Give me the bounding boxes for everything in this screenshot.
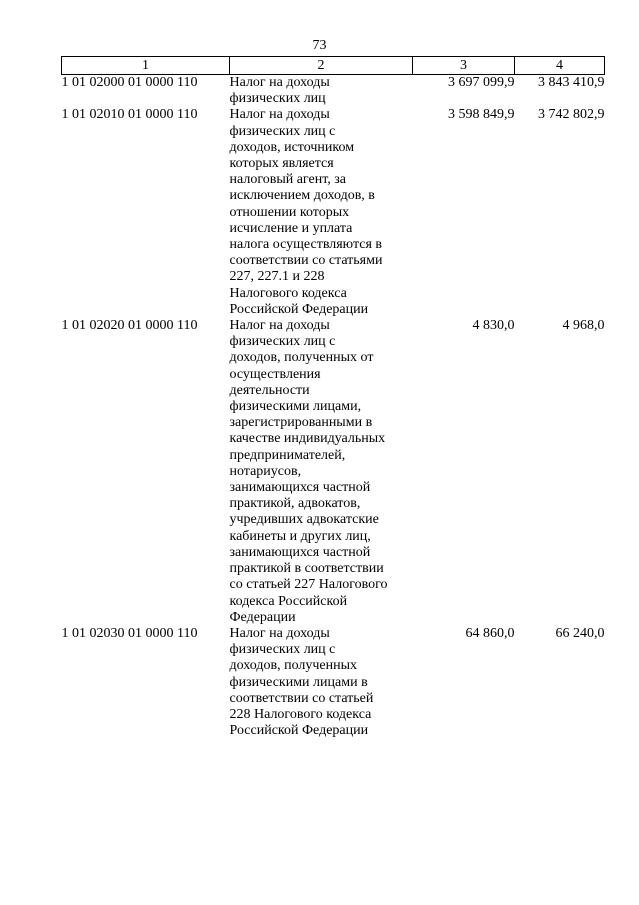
row-name-line: осуществления <box>229 366 321 382</box>
row-name-line: налоговый агент, за <box>229 172 347 188</box>
row-name-line: Федерации <box>229 609 296 625</box>
row-name <box>230 107 413 318</box>
row-name-line: практикой, адвокатов, <box>229 496 361 512</box>
page-number: 73 <box>312 38 327 53</box>
row-name-line: деятельности <box>229 382 310 398</box>
header-col-3: 3 <box>413 57 515 75</box>
row-value-col-3: 3 697 099,9 <box>448 75 515 90</box>
row-name-line: зарегистрированными в <box>229 415 373 431</box>
row-name-line: кабинеты и других лиц, <box>229 528 371 544</box>
budget-table <box>61 56 605 739</box>
row-name-line: исчисление и уплата <box>229 220 353 236</box>
row-name-line: доходов, полученных <box>229 658 358 674</box>
row-code: 1 01 02000 01 0000 110 <box>61 75 198 90</box>
table-body <box>62 75 605 740</box>
row-name-line: занимающихся частной <box>229 480 371 496</box>
row-name-line: учредивших адвокатские <box>229 512 379 528</box>
row-name-line: нотариусов, <box>229 463 302 479</box>
row-name-line: Налог на доходы <box>229 625 330 641</box>
row-value-col-3: 4 830,0 <box>472 318 515 334</box>
row-name-line: практикой в соответствии <box>229 561 384 577</box>
header-row <box>62 57 605 75</box>
row-name-line: со статьей 227 Налогового <box>229 577 388 593</box>
row-name-line: занимающихся частной <box>229 544 371 560</box>
row-name-line: физических лиц <box>229 91 326 107</box>
row-name-line: Российской Федерации <box>229 723 369 739</box>
row-code: 1 01 02020 01 0000 110 <box>61 318 198 334</box>
row-name-line: доходов, источником <box>229 139 355 155</box>
row-value-col-4: 3 742 802,9 <box>538 107 605 123</box>
row-name <box>230 75 413 108</box>
row-name-line: кодекса Российской <box>229 593 348 609</box>
row-value-col-4: 4 968,0 <box>562 318 605 334</box>
row-code: 1 01 02030 01 0000 110 <box>61 625 198 641</box>
table-row <box>62 626 605 739</box>
row-name-line: соответствии со статьей <box>229 690 374 706</box>
row-value-col-3: 64 860,0 <box>465 625 515 641</box>
header-col-4: 4 <box>515 57 605 75</box>
row-name-line: налога осуществляются в <box>229 237 383 253</box>
table-row <box>62 75 605 108</box>
row-name-line: физическими лицами, <box>229 399 362 415</box>
row-name-line: качестве индивидуальных <box>229 431 386 447</box>
row-name <box>230 626 413 739</box>
row-value-col-3: 3 598 849,9 <box>448 107 515 123</box>
row-name-line: 228 Налогового кодекса <box>229 706 372 722</box>
header-col-1: 1 <box>62 57 230 75</box>
row-name-line: 227, 227.1 и 228 <box>229 269 325 285</box>
row-name-line: Налог на доходы <box>229 75 330 90</box>
row-name-line: Налогового кодекса <box>229 285 347 301</box>
row-name-line: доходов, полученных от <box>229 350 374 366</box>
row-value-col-4: 66 240,0 <box>555 625 605 641</box>
row-name-line: которых является <box>229 156 334 172</box>
row-name-line: соответствии со статьями <box>229 253 383 269</box>
row-name-line: Российской Федерации <box>229 301 369 317</box>
table-row <box>62 107 605 318</box>
row-name-line: предпринимателей, <box>229 447 346 463</box>
row-name-line: физических лиц с <box>229 642 336 658</box>
row-name-line: физических лиц с <box>229 334 336 350</box>
row-code: 1 01 02010 01 0000 110 <box>61 107 198 123</box>
header-col-2: 2 <box>230 57 413 75</box>
row-name-line: исключением доходов, в <box>229 188 375 204</box>
row-value-col-4: 3 843 410,9 <box>538 75 605 90</box>
row-name <box>230 318 413 626</box>
row-name-line: Налог на доходы <box>229 318 330 334</box>
row-name-line: Налог на доходы <box>229 107 330 123</box>
table-row <box>62 318 605 626</box>
row-name-line: физических лиц с <box>229 123 336 139</box>
row-name-line: отношении которых <box>229 204 350 220</box>
row-name-line: физическими лицами в <box>229 674 368 690</box>
